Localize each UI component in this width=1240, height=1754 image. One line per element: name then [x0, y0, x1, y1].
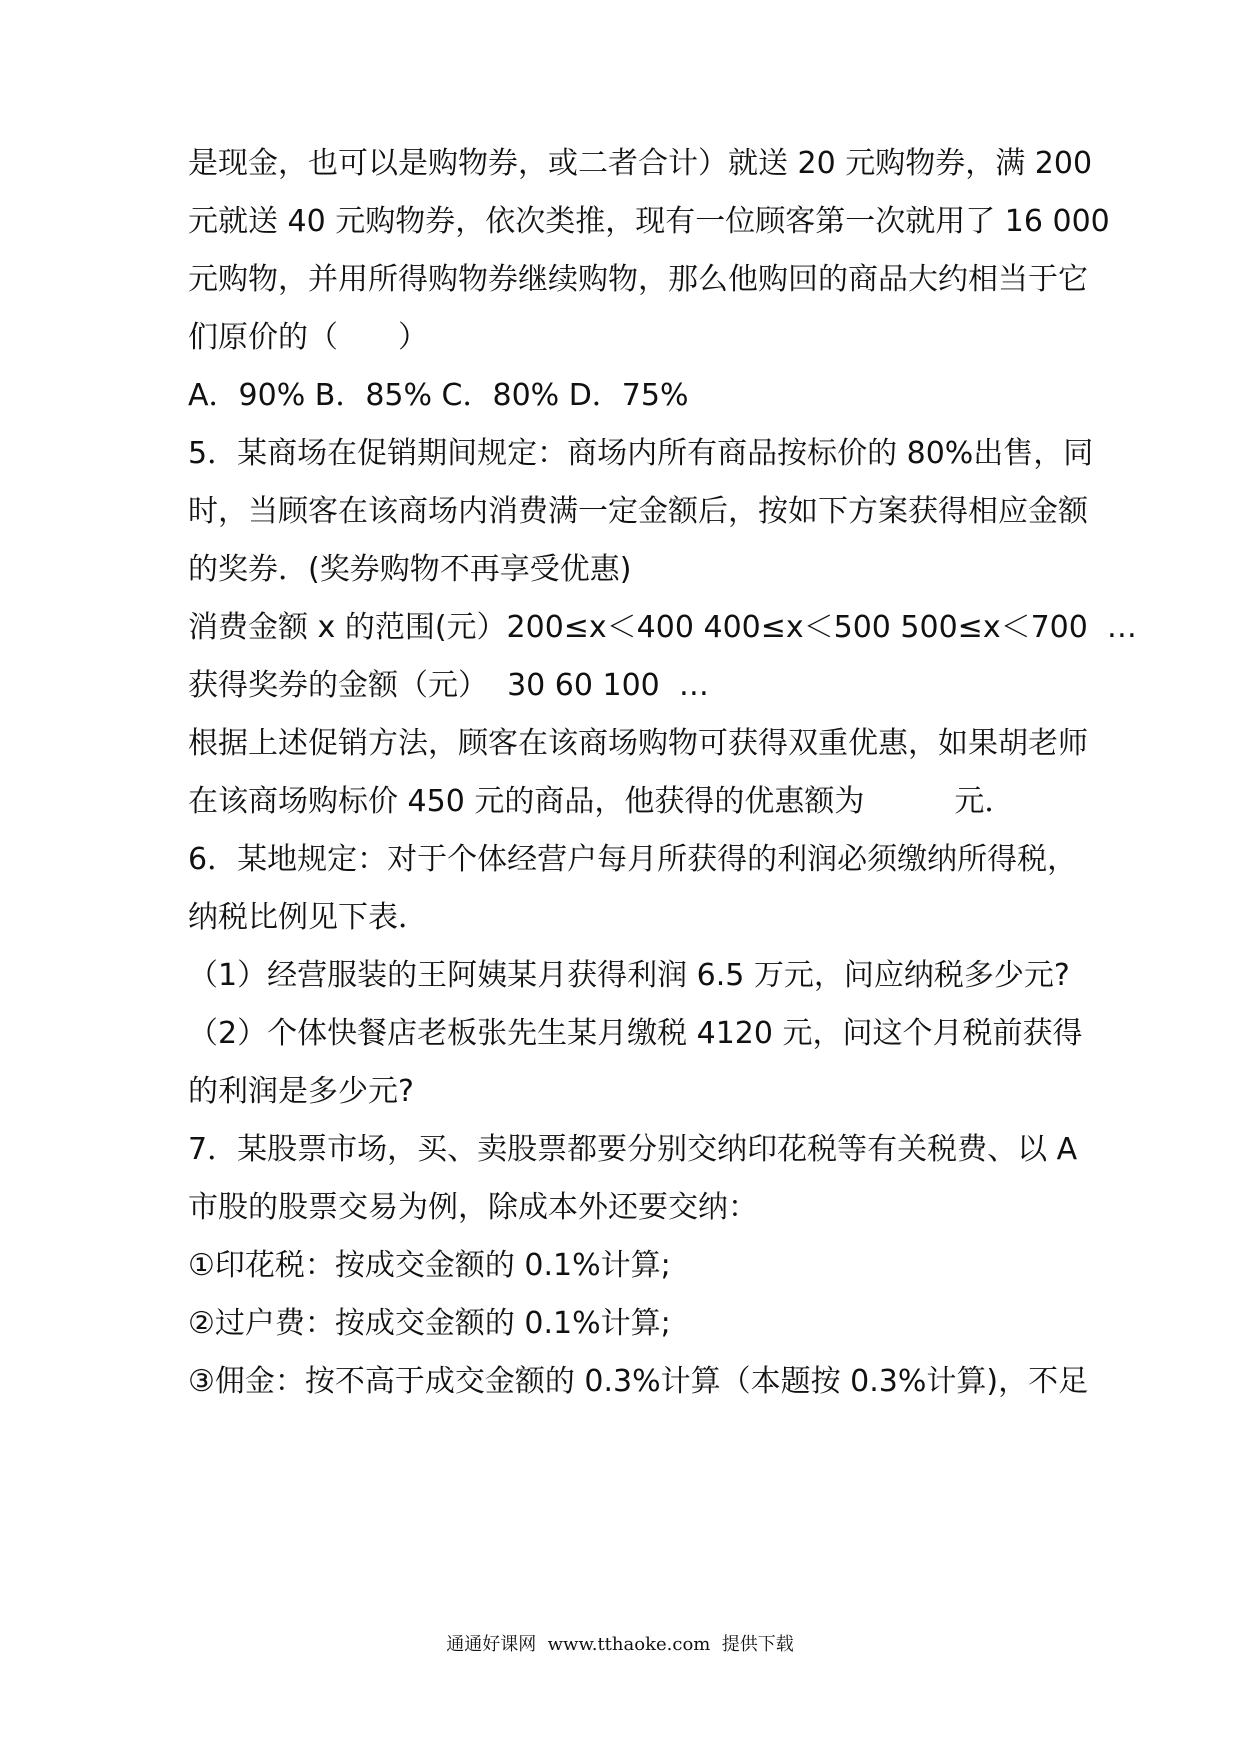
table-row-amount: 获得奖券的金额（元） 30 60 100 … — [188, 668, 709, 703]
question-6: 6．某地规定：对于个体经营户每月所获得的利润必须缴纳所得税， — [188, 842, 1078, 877]
text-line: 市股的股票交易为例，除成本外还要交纳： — [188, 1190, 758, 1225]
text-line: 的利润是多少元? — [188, 1074, 414, 1109]
answer-options: A．90% B．85% C．80% D．75% — [188, 378, 689, 413]
text-line: 的奖券．(奖券购物不再享受优惠) — [188, 552, 632, 587]
text-line: 根据上述促销方法，顾客在该商场购物可获得双重优惠，如果胡老师 — [188, 726, 1088, 761]
text-line: 元就送 40 元购物券，依次类推，现有一位顾客第一次就用了 16 000 — [188, 204, 1110, 239]
fee-item-2: ②过户费：按成交金额的 0.1%计算; — [188, 1306, 671, 1341]
text-line: 是现金，也可以是购物券，或二者合计）就送 20 元购物券，满 200 — [188, 146, 1093, 181]
text-line: 们原价的（ ） — [188, 320, 428, 355]
table-row-range: 消费金额 x 的范围(元）200≤x＜400 400≤x＜500 500≤x＜700 … — [188, 610, 1137, 645]
sub-question-2: （2）个体快餐店老板张先生某月缴税 4120 元，问这个月税前获得 — [188, 1016, 1083, 1051]
text-line: 纳税比例见下表． — [188, 900, 428, 935]
fee-item-1: ①印花税：按成交金额的 0.1%计算; — [188, 1248, 671, 1283]
text-line: 时，当顾客在该商场内消费满一定金额后，按如下方案获得相应金额 — [188, 494, 1088, 529]
sub-question-1: （1）经营服装的王阿姨某月获得利润 6.5 万元，问应纳税多少元? — [188, 958, 1070, 993]
page-footer: 通通好课网 www.tthaoke.com 提供下载 — [446, 1634, 794, 1655]
text-line: 元购物，并用所得购物券继续购物，那么他购回的商品大约相当于它 — [188, 262, 1088, 297]
question-5: 5．某商场在促销期间规定：商场内所有商品按标价的 80%出售，同 — [188, 436, 1094, 471]
text-line: 在该商场购标价 450 元的商品，他获得的优惠额为 元． — [188, 784, 1015, 819]
question-7: 7．某股票市场，买、卖股票都要分别交纳印花税等有关税费、以 A — [188, 1132, 1078, 1167]
fee-item-3: ③佣金：按不高于成交金额的 0.3%计算（本题按 0.3%计算)，不足 — [188, 1364, 1089, 1399]
